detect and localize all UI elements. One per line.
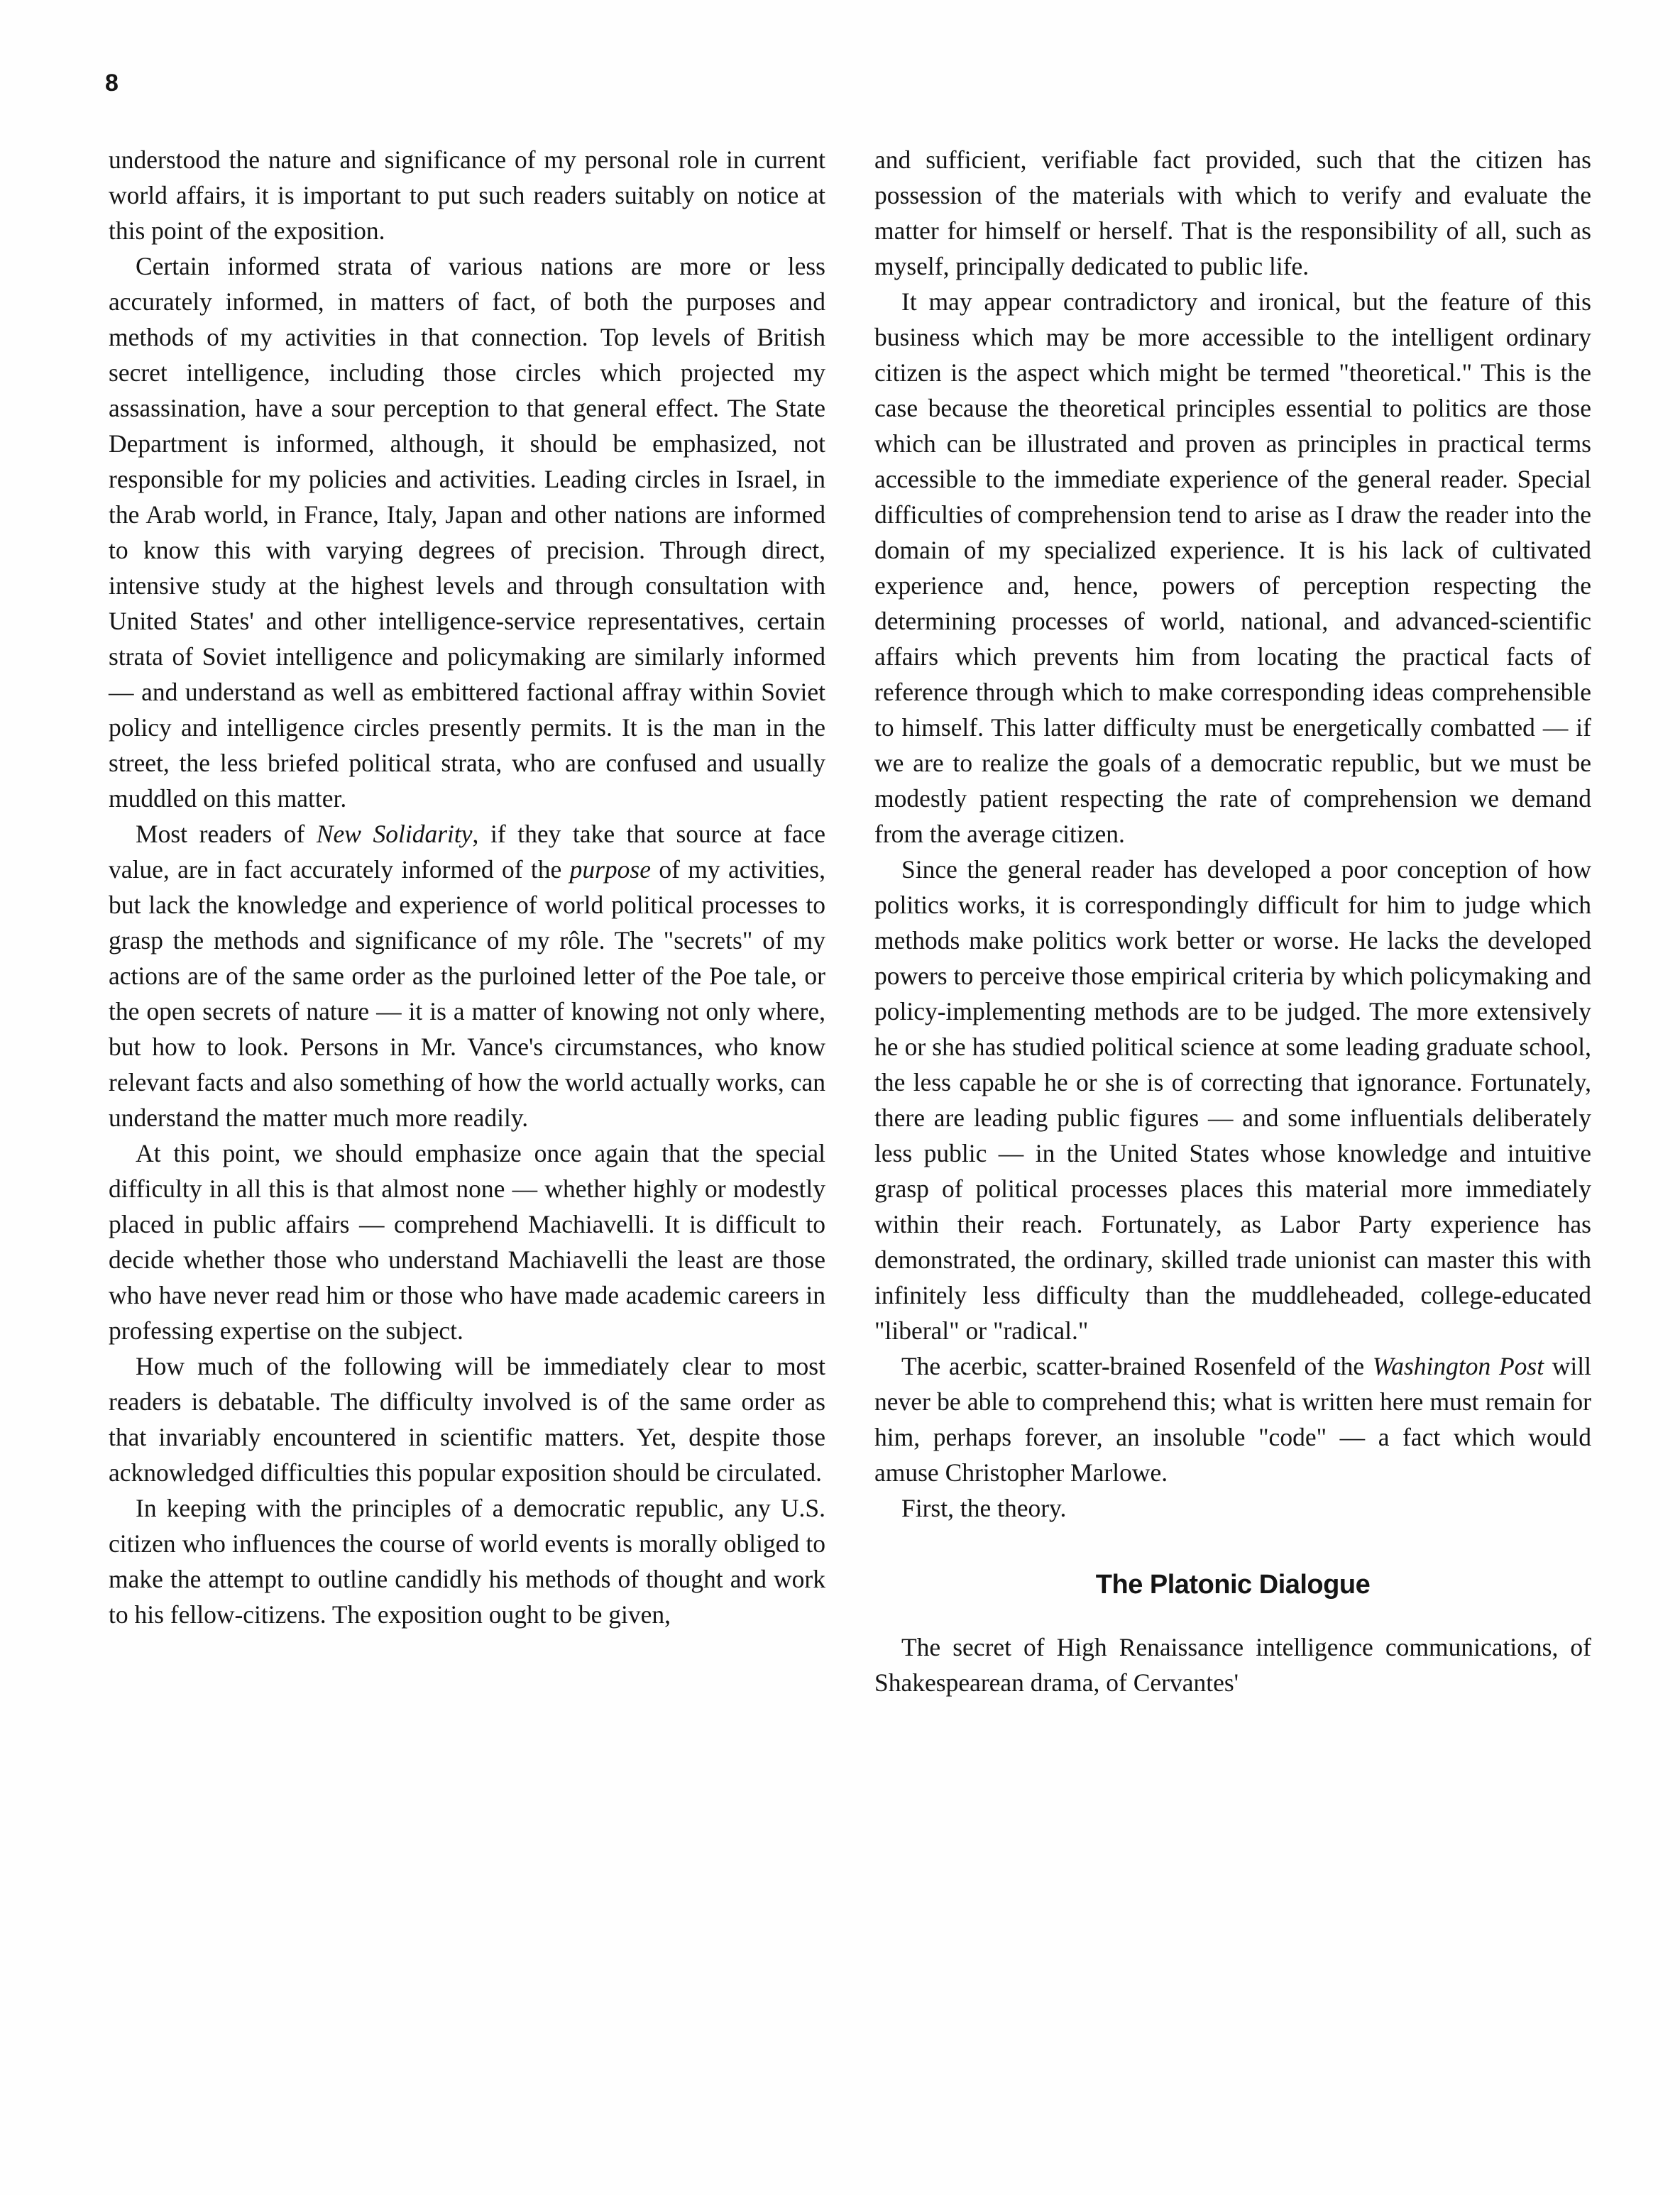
section-heading: The Platonic Dialogue: [1095, 1570, 1371, 1600]
paragraph-10: [874, 1348, 1591, 1490]
paragraph-3: [109, 816, 825, 1135]
paragraph-7: and sufficient, verifiable fact provided, such that the citizen has possession of the materials with which to verify and evaluate the matter for himself or herself. That is the responsibility of all, such as myself, principally dedicated to public life.: [874, 145, 1591, 280]
paragraph-12: The secret of High Renaissance intelligence communications, of Shakespearean drama, of Cervantes': [874, 1633, 1591, 1697]
paragraph-10-text-a: The acerbic, scatter-brained Rosenfeld of the: [901, 1352, 1373, 1380]
emphasized-word: purpose: [569, 855, 651, 884]
paragraph-3-text-c: of my activities, but lack the knowledge and experience of world political processes to grasp the methods and significance of my rôle. The "secrets" of my actions are of the same order as the purloined letter of the Poe tale, or the open secrets of nature — it is a matter of knowing not only where, but how to look. Persons in Mr. Vance's circumstances, who know relevant facts and also something of how the world actually works, can understand the matter much more readily.: [109, 855, 825, 1132]
paragraph-5: How much of the following will be immediately clear to most readers is debatable. The difficulty involved is of the same order as that invariably encountered in scientific matters. Yet, despite those acknowledged difficulties this popular exposition should be circulated.: [109, 1352, 825, 1487]
paragraph-1: understood the nature and significance of my personal role in current world affairs, it is important to put such readers suitably on notice at this point of the exposition.: [109, 145, 825, 245]
newspaper-title: Washington Post: [1372, 1352, 1544, 1380]
paragraph-6: In keeping with the principles of a democratic republic, any U.S. citizen who influences the course of world events is morally obliged to make the attempt to outline candidly his methods of thought and work to his fellow-citizens. The exposition ought to be given,: [109, 1494, 825, 1629]
publication-title: New Solidarity: [316, 820, 473, 848]
paragraph-4: At this point, we should emphasize once again that the special difficulty in all this is that almost none — whether highly or modestly placed in public affairs — comprehend Machiavelli. It is difficult to decide whether those who understand Machiavelli the least are those who have never read him or those who have made academic careers in professing expertise on the subject.: [109, 1139, 825, 1345]
paragraph-8: It may appear contradictory and ironical, but the feature of this business which may be more accessible to the intelligent ordinary citizen is the aspect which might be termed "theoretical." This is the case because the theoretical principles essential to politics are those which can be illustrated and proven as principles in practical terms accessible to the immediate experience of the general reader. Special difficulties of comprehension tend to arise as I draw the reader into the domain of my specialized experience. It is his lack of cultivated experience and, hence, powers of perception respecting the determining processes of world, national, and advanced-scientific affairs which prevents him from locating the practical facts of reference through which to make corresponding ideas comprehensible to himself. This latter difficulty must be energetically combatted — if we are to realize the goals of a democratic republic, but we must be modestly patient respecting the rate of comprehension we demand from the average citizen.: [874, 287, 1591, 848]
right-column: [874, 142, 1591, 1700]
paragraph-10-text-b: will never be able to comprehend this; what is written here must remain for him, perhaps forever, an insoluble "code" — a fact which would amuse Christopher Marlowe.: [874, 1352, 1591, 1487]
paragraph-3-text-b: , if they take that source at face value, are in fact accurately informed of the: [109, 820, 826, 884]
left-column: [109, 142, 825, 1632]
paragraph-9: Since the general reader has developed a poor conception of how politics works, it is correspondingly difficult for him to judge which methods make politics work better or worse. He lacks the developed powers to perceive those empirical criteria by which policymaking and policy-implementing methods are to be judged. The more extensively he or she has studied political science at some leading graduate school, the less capable he or she is of correcting that ignorance. Fortunately, there are leading public figures — and some influentials deliberately less public — in the United States whose knowledge and intuitive grasp of political processes places this material more immediately within their reach. Fortunately, as Labor Party experience has demonstrated, the ordinary, skilled trade unionist can master this with infinitely less difficulty than the muddleheaded, college-educated "liberal" or "radical.": [874, 855, 1591, 1345]
paragraph-3-text-a: Most readers of: [136, 820, 317, 848]
paragraph-11: First, the theory.: [901, 1494, 1067, 1522]
page-number: 8: [105, 70, 119, 97]
paragraph-2: Certain informed strata of various nations are more or less accurately informed, in matters of fact, of both the purposes and methods of my activities in that connection. Top levels of British secret intelligence, including those circles which projected my assassination, have a sour perception to that general effect. The State Department is informed, although, it should be emphasized, not responsible for my policies and activities. Leading circles in Israel, in the Arab world, in France, Italy, Japan and other nations are informed to know this with varying degrees of precision. Through direct, intensive study at the highest levels and through consultation with United States' and other intelligence-service representatives, certain strata of Soviet intelligence and policymaking are similarly informed — and understand as well as embittered factional affray within Soviet policy and intelligence circles presently permits. It is the man in the street, the less briefed political strata, who are confused and usually muddled on this matter.: [109, 252, 825, 813]
